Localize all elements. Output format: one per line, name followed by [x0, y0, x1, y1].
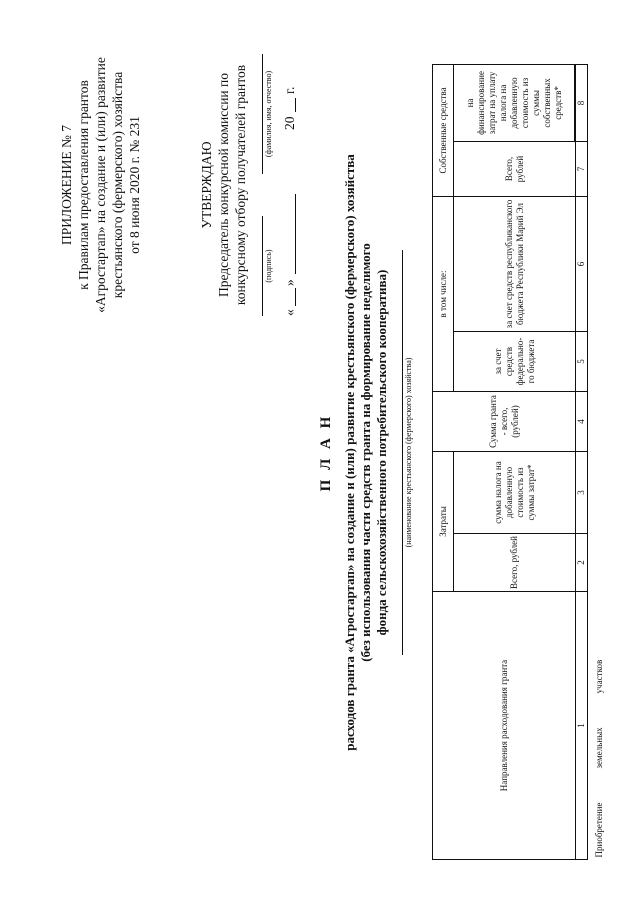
date-close-quote: »	[282, 279, 297, 286]
expense-plan-table	[432, 64, 639, 860]
approval-line: Председатель конкурсной комиссии по	[216, 72, 231, 298]
column-number: 4	[576, 392, 588, 452]
empty-cell	[588, 332, 639, 392]
name-line	[262, 54, 263, 174]
column-number: 8	[576, 64, 588, 141]
empty-cell	[588, 452, 639, 534]
approval-line: конкурсному отбору получателей грантов	[233, 64, 248, 306]
row-label-word: участков	[594, 659, 604, 694]
date-open-quote: «	[282, 309, 297, 316]
month-line	[295, 194, 296, 274]
row-label-cell	[588, 592, 639, 860]
own-vat-header: на финансирование затрат на уплату налога на добавленную стоимость из суммы собственных средств*	[454, 64, 575, 141]
including-header: в том числе:	[433, 196, 454, 391]
appendix-line: крестьянского (фермерского) хозяйства	[110, 71, 125, 299]
farm-name-line	[402, 250, 403, 655]
column-number: 1	[576, 592, 588, 860]
own-funds-header: Собственные средства	[433, 64, 454, 196]
grant-sum-header: Сумма гранта - всего, (рублей)	[433, 392, 576, 452]
column-number: 6	[576, 196, 588, 331]
empty-cell	[588, 534, 639, 592]
signature-line	[262, 216, 263, 316]
appendix-line: «Агростартап» на создание и (или) развитие	[93, 57, 108, 313]
table-header-row	[433, 64, 454, 859]
plan-subtitle	[342, 60, 390, 845]
column-number: 7	[576, 141, 588, 196]
column-number: 3	[576, 452, 588, 534]
signature-caption: (подпись)	[264, 249, 273, 283]
table-row	[588, 64, 639, 859]
column-number-row	[576, 64, 588, 859]
column-number: 5	[576, 332, 588, 392]
costs-total-header: Всего, рублей	[454, 534, 576, 592]
subtitle-line: фонда сельскохозяйственного потребительского кооператива)	[374, 269, 389, 636]
name-caption: (фамилия, имя, отчество)	[264, 70, 273, 158]
approval-heading: УТВЕРЖДАЮ	[199, 141, 214, 229]
empty-cell	[588, 141, 639, 196]
day-line	[295, 288, 296, 306]
appendix-line: ПРИЛОЖЕНИЕ № 7	[59, 124, 74, 246]
appendix-line: от 8 июня 2020 г. № 231	[127, 116, 142, 254]
costs-vat-header: сумма налога на добавленную стоимость из суммы затрат*	[454, 452, 576, 534]
row-label-word: земельных	[594, 727, 604, 769]
page-title: П Л А Н	[318, 413, 334, 492]
year-prefix: 20	[282, 116, 297, 130]
col-directions-header: Направления расходования гранта	[433, 592, 576, 860]
appendix-block	[58, 20, 143, 350]
subtitle-line: расходов гранта «Агростартап» на создание и (или) развитие крестьянского (фермерского) хозяйства	[342, 154, 357, 751]
costs-header: Затраты	[433, 452, 454, 592]
year-line	[295, 98, 296, 112]
signature-row	[262, 20, 302, 350]
subtitle-line: (без использования части средств гранта на формирование неделимого	[358, 243, 373, 662]
column-number: 2	[576, 534, 588, 592]
appendix-line: к Правилам предоставления грантов	[76, 80, 91, 290]
year-suffix: г.	[282, 86, 297, 94]
federal-budget-header: за счет средств федерально-го бюджета	[454, 332, 576, 392]
farm-name-caption: (наименование крестьянского (фермерского) хозяйства)	[404, 357, 413, 548]
row-label-word: Приобретение	[594, 802, 604, 858]
empty-cell	[588, 392, 639, 452]
empty-cell	[588, 196, 639, 331]
republic-budget-header: за счет средств республиканского бюджета Республики Марий Эл	[454, 196, 576, 331]
empty-cell	[588, 64, 639, 141]
own-total-header: Всего, рублей	[454, 141, 576, 196]
approval-block	[198, 20, 249, 350]
